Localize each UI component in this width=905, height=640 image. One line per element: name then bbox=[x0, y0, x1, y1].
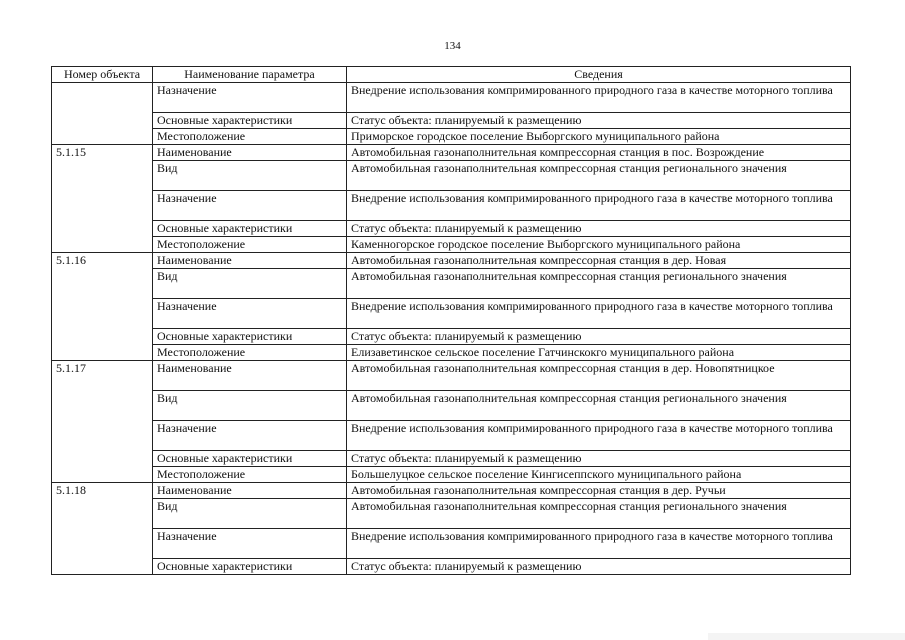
param-cell: Вид bbox=[153, 391, 347, 421]
value-cell: Автомобильная газонаполнительная компрессорная станция в дер. Новая bbox=[347, 253, 851, 269]
value-cell: Автомобильная газонаполнительная компрессорная станция регионального значения bbox=[347, 391, 851, 421]
value-cell: Статус объекта: планируемый к размещению bbox=[347, 113, 851, 129]
param-cell: Наименование bbox=[153, 145, 347, 161]
param-cell: Основные характеристики bbox=[153, 113, 347, 129]
param-cell: Основные характеристики bbox=[153, 451, 347, 467]
table-row bbox=[52, 161, 851, 191]
table-row bbox=[52, 499, 851, 529]
value-cell: Автомобильная газонаполнительная компрессорная станция регионального значения bbox=[347, 499, 851, 529]
table-header-row bbox=[52, 67, 851, 83]
param-cell: Вид bbox=[153, 269, 347, 299]
value-cell: Статус объекта: планируемый к размещению bbox=[347, 329, 851, 345]
object-number-cell bbox=[52, 83, 153, 113]
param-cell: Назначение bbox=[153, 191, 347, 221]
value-cell: Статус объекта: планируемый к размещению bbox=[347, 221, 851, 237]
value-cell: Автомобильная газонаполнительная компрессорная станция регионального значения bbox=[347, 269, 851, 299]
param-cell: Местоположение bbox=[153, 345, 347, 361]
table-row bbox=[52, 269, 851, 299]
param-cell: Наименование bbox=[153, 253, 347, 269]
value-cell: Статус объекта: планируемый к размещению bbox=[347, 451, 851, 467]
param-cell: Наименование bbox=[153, 483, 347, 499]
table-row bbox=[52, 221, 851, 237]
object-number-cell bbox=[52, 391, 153, 421]
param-cell: Местоположение bbox=[153, 467, 347, 483]
table-row bbox=[52, 253, 851, 269]
param-cell: Назначение bbox=[153, 421, 347, 451]
param-cell: Местоположение bbox=[153, 237, 347, 253]
value-cell: Автомобильная газонаполнительная компрессорная станция в дер. Новопятницкое bbox=[347, 361, 851, 391]
header-object-number: Номер объекта bbox=[52, 67, 153, 83]
object-number-cell bbox=[52, 529, 153, 559]
param-cell: Основные характеристики bbox=[153, 559, 347, 575]
table-row bbox=[52, 129, 851, 145]
param-cell: Назначение bbox=[153, 83, 347, 113]
param-cell: Основные характеристики bbox=[153, 329, 347, 345]
value-cell: Автомобильная газонаполнительная компрессорная станция регионального значения bbox=[347, 161, 851, 191]
object-number-cell bbox=[52, 191, 153, 221]
object-number-cell: 5.1.16 bbox=[52, 253, 153, 269]
object-number-cell bbox=[52, 421, 153, 451]
object-number-cell bbox=[52, 161, 153, 191]
object-number-cell bbox=[52, 221, 153, 237]
page-crease-shadow bbox=[708, 633, 905, 640]
value-cell: Елизаветинское сельское поселение Гатчинскокго муниципального района bbox=[347, 345, 851, 361]
object-number-cell bbox=[52, 499, 153, 529]
object-number-cell bbox=[52, 559, 153, 575]
table-row bbox=[52, 83, 851, 113]
object-number-cell bbox=[52, 451, 153, 467]
table-row bbox=[52, 329, 851, 345]
page-number: 134 bbox=[444, 40, 461, 52]
table-row bbox=[52, 529, 851, 559]
header-parameter-name: Наименование параметра bbox=[153, 67, 347, 83]
object-number-cell bbox=[52, 467, 153, 483]
table-row bbox=[52, 299, 851, 329]
param-cell: Местоположение bbox=[153, 129, 347, 145]
value-cell: Автомобильная газонаполнительная компрессорная станция в пос. Возрождение bbox=[347, 145, 851, 161]
object-number-cell bbox=[52, 299, 153, 329]
object-number-cell bbox=[52, 269, 153, 299]
object-number-cell: 5.1.18 bbox=[52, 483, 153, 499]
table-row bbox=[52, 345, 851, 361]
table-row bbox=[52, 391, 851, 421]
value-cell: Внедрение использования компримированного природного газа в качестве моторного топлива bbox=[347, 529, 851, 559]
table-row bbox=[52, 451, 851, 467]
value-cell: Большелуцкое сельское поселение Кингисеппского муниципального района bbox=[347, 467, 851, 483]
object-number-cell bbox=[52, 329, 153, 345]
table-row bbox=[52, 483, 851, 499]
value-cell: Приморское городское поселение Выборгского муниципального района bbox=[347, 129, 851, 145]
table-row bbox=[52, 145, 851, 161]
object-number-cell: 5.1.15 bbox=[52, 145, 153, 161]
param-cell: Назначение bbox=[153, 299, 347, 329]
param-cell: Вид bbox=[153, 161, 347, 191]
param-cell: Наименование bbox=[153, 361, 347, 391]
header-details: Сведения bbox=[347, 67, 851, 83]
value-cell: Статус объекта: планируемый к размещению bbox=[347, 559, 851, 575]
table-row bbox=[52, 191, 851, 221]
object-number-cell: 5.1.17 bbox=[52, 361, 153, 391]
table-row bbox=[52, 467, 851, 483]
param-cell: Основные характеристики bbox=[153, 221, 347, 237]
objects-table bbox=[51, 66, 851, 575]
table-row bbox=[52, 361, 851, 391]
value-cell: Каменногорское городское поселение Выборгского муниципального района bbox=[347, 237, 851, 253]
value-cell: Внедрение использования компримированного природного газа в качестве моторного топлива bbox=[347, 421, 851, 451]
object-number-cell bbox=[52, 113, 153, 129]
table-row bbox=[52, 559, 851, 575]
object-number-cell bbox=[52, 237, 153, 253]
value-cell: Внедрение использования компримированного природного газа в качестве моторного топлива bbox=[347, 299, 851, 329]
value-cell: Внедрение использования компримированного природного газа в качестве моторного топлива bbox=[347, 191, 851, 221]
param-cell: Назначение bbox=[153, 529, 347, 559]
table-row bbox=[52, 113, 851, 129]
value-cell: Внедрение использования компримированного природного газа в качестве моторного топлива bbox=[347, 83, 851, 113]
param-cell: Вид bbox=[153, 499, 347, 529]
value-cell: Автомобильная газонаполнительная компрессорная станция в дер. Ручьи bbox=[347, 483, 851, 499]
object-number-cell bbox=[52, 345, 153, 361]
table-row bbox=[52, 237, 851, 253]
table-row bbox=[52, 421, 851, 451]
object-number-cell bbox=[52, 129, 153, 145]
